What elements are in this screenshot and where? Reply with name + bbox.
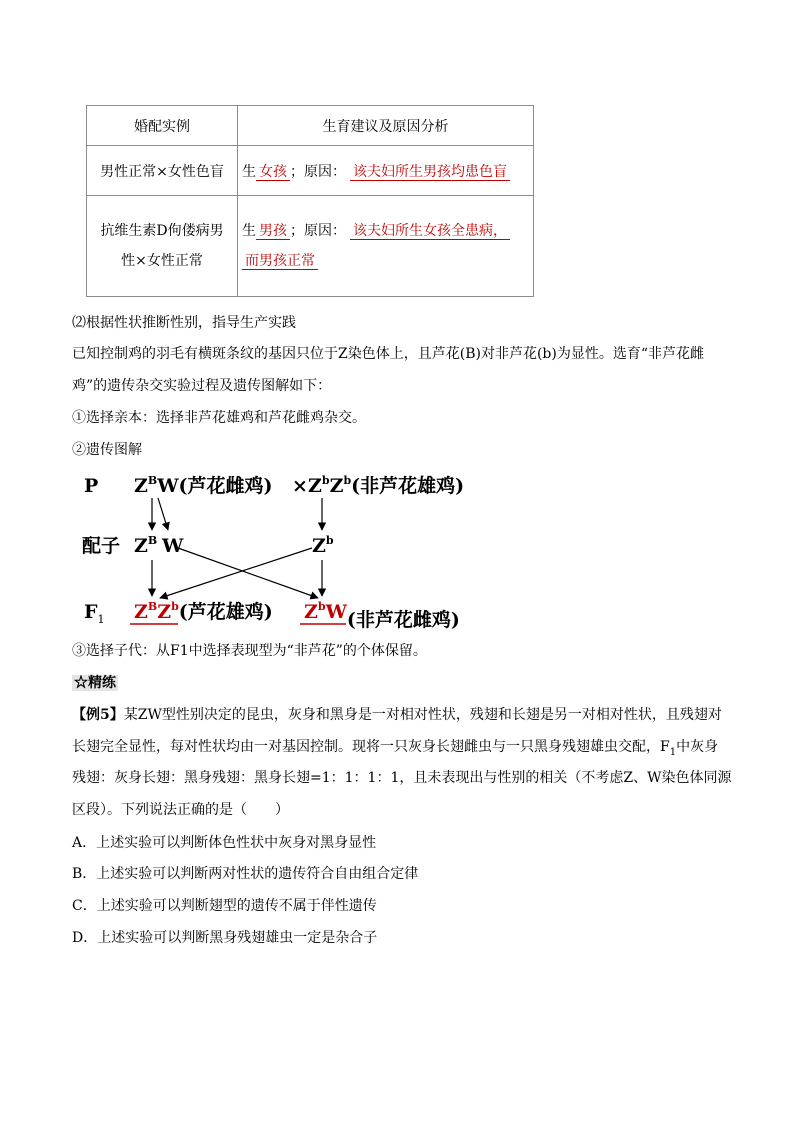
offspring-male-genotype: $Z^BZ^b$(芦花雄鸡)	[134, 600, 273, 623]
reason-label: ；原因：	[290, 223, 346, 239]
reason-answer-continued: 而男孩正常	[242, 253, 318, 270]
advice-prefix: 生	[242, 163, 256, 180]
genetics-table	[86, 105, 534, 297]
question-text: 中灰身	[676, 739, 719, 755]
advice-cell	[238, 196, 534, 297]
gamete-Zb: $Z^b$	[312, 534, 334, 557]
gamete-label: 配子	[82, 535, 121, 557]
section-heading: ⑵根据性状推断性别，指导生产实践	[72, 315, 296, 331]
table-row	[87, 146, 534, 196]
offspring-female-genotype: $Z^bW$(非芦花雌鸡)	[304, 600, 460, 631]
advice-prefix: 生	[242, 223, 256, 239]
step-1: ①选择亲本：选择非芦花雄鸡和芦花雌鸡杂交。	[72, 410, 366, 426]
arrow	[178, 548, 318, 598]
option-c[interactable]: C．上述实验可以判断翅型的遗传不属于伴性遗传	[72, 898, 377, 914]
f1-label: $F_1$	[84, 601, 105, 626]
table-header-advice: 生育建议及原因分析	[238, 106, 534, 146]
example-tag: 【例5】	[72, 707, 124, 723]
option-b[interactable]: B．上述实验可以判断两对性状的遗传符合自由组合定律	[72, 866, 419, 882]
step-2: ②遗传图解	[72, 442, 142, 458]
advice-answer: 女孩	[256, 164, 290, 181]
cross-sign: ×	[292, 475, 308, 497]
reason-label: ；原因：	[290, 163, 346, 180]
parent-female-genotype: $Z^BW$(芦花雌鸡)	[134, 474, 273, 497]
option-d[interactable]: D．上述实验可以判断黑身残翅雄虫一定是杂合子	[72, 930, 378, 946]
paragraph: 鸡”的遗传杂交实验过程及遗传图解如下：	[72, 378, 332, 394]
gamete-W: W	[162, 535, 184, 557]
case-cell	[87, 196, 238, 297]
question-line-3: 残翅：灰身长翅：黑身残翅：黑身长翅=1：1：1：1，且未表现出与性别的相关（不考虑Z、W染色体同源	[72, 770, 732, 786]
genetic-cross-diagram	[82, 468, 502, 638]
case-line-2: 性×女性正常	[121, 253, 203, 269]
question-text: 长翅完全显性，每对性状均由一对基因控制。现将一只灰身长翅雌虫与一只黑身残翅雄虫交配，F	[72, 739, 670, 755]
reason-answer: 该夫妇所生男孩均患色盲	[350, 164, 510, 181]
advice-answer: 男孩	[256, 223, 290, 240]
question-line-4: 区段）。下列说法正确的是（ ）	[72, 802, 289, 818]
practice-label	[72, 673, 118, 693]
case-cell: 男性正常×女性色盲	[87, 146, 238, 196]
table-header-case: 婚配实例	[87, 106, 238, 146]
question-line-2	[72, 737, 718, 763]
paragraph: 已知控制鸡的羽毛有横斑条纹的基因只位于Z染色体上，且芦花(B)对非芦花(b)为显性。选育“非芦花雌	[72, 346, 704, 362]
question-line-1	[72, 705, 722, 725]
arrow	[158, 498, 168, 530]
advice-cell	[238, 146, 534, 196]
table-header-row	[87, 106, 534, 146]
option-a[interactable]: A．上述实验可以判断体色性状中灰身对黑身显性	[72, 835, 377, 851]
reason-answer: 该夫妇所生女孩全患病，	[350, 223, 510, 240]
step-3: ③选择子代：从F1中选择表现型为“非芦花”的个体保留。	[72, 643, 427, 659]
practice-label-text: ☆精练	[74, 675, 116, 691]
parent-male-genotype: $Z^bZ^b$(非芦花雄鸡)	[308, 474, 465, 497]
table-row	[87, 196, 534, 297]
gamete-ZB: $Z^B$	[134, 534, 158, 557]
subscript: 1	[669, 746, 677, 758]
question-text: 某ZW型性别决定的昆虫，灰身和黑身是一对相对性状，残翅和长翅是另一对相对性状，且残翅对	[123, 707, 722, 723]
case-line-1: 抗维生素D佝偻病男	[100, 223, 224, 239]
p-label: P	[84, 475, 99, 497]
